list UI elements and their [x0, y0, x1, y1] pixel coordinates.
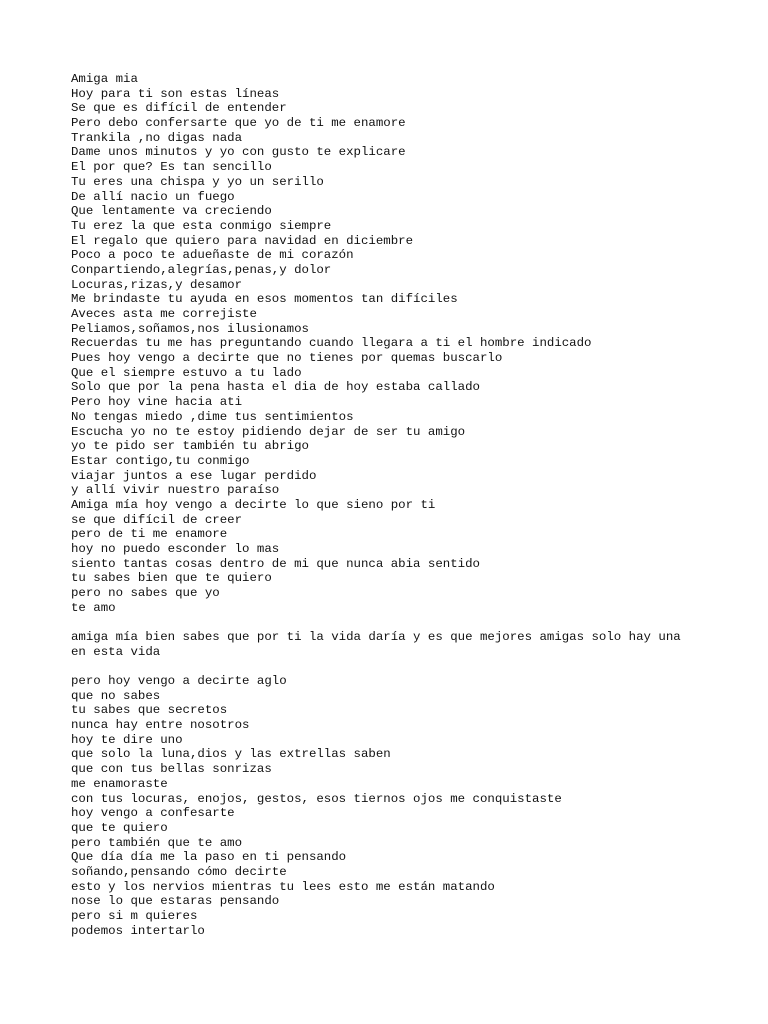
poem-line: Estar contigo,tu conmigo	[71, 453, 250, 468]
poem-line: nose lo que estaras pensando	[71, 894, 280, 909]
poem-line: De allí nacio un fuego	[71, 189, 235, 204]
poem-line: podemos intertarlo	[71, 923, 205, 938]
poem-line: tu sabes que secretos	[71, 703, 228, 718]
poem-line: pero si m quieres	[71, 909, 198, 923]
poem-line: que solo la luna,dios y las extrellas saben	[71, 747, 391, 762]
poem-line: hoy vengo a confesarte	[71, 806, 235, 821]
poem-line: Poco a poco te adueñaste de mi corazón	[71, 248, 354, 263]
poem-line: Pues hoy vengo a decirte que no tienes por quemas buscarlo	[71, 351, 503, 366]
poem-line: Solo que por la pena hasta el dia de hoy estaba callado	[71, 380, 480, 395]
poem-line: Amiga mía hoy vengo a decirte lo que sieno por ti	[71, 497, 436, 512]
poem-stanza-1	[71, 72, 711, 615]
poem-line: pero de ti me enamore	[71, 527, 228, 542]
poem-line: siento tantas cosas dentro de mi que nunca abia sentido	[71, 556, 480, 571]
poem-line: amiga mía bien sabes que por ti la vida daría y es que mejores amigas solo hay una	[71, 630, 681, 644]
poem-line: pero hoy vengo a decirte aglo	[71, 674, 287, 688]
poem-line: Amiga mia	[71, 72, 138, 86]
poem-line: Trankila ,no digas nada	[71, 130, 243, 145]
poem-line: que te quiero	[71, 820, 168, 835]
poem-line: Me brindaste tu ayuda en esos momentos tan difíciles	[71, 292, 458, 307]
poem-line: Pero hoy vine hacia ati	[71, 395, 243, 410]
poem-line: El regalo que quiero para navidad en diciembre	[71, 233, 414, 248]
poem-line: que no sabes	[71, 688, 161, 703]
poem-line: hoy te dire uno	[71, 732, 183, 747]
poem-line: tu sabes bien que te quiero	[71, 571, 272, 586]
poem-line: Que lentamente va creciendo	[71, 204, 272, 219]
poem-line: Peliamos,soñamos,nos ilusionamos	[71, 321, 309, 336]
poem-line: Que el siempre estuvo a tu lado	[71, 365, 302, 380]
poem-line: yo te pido ser también tu abrigo	[71, 439, 309, 454]
poem-stanza-3	[71, 674, 711, 938]
poem-line: Tu erez la que esta conmigo siempre	[71, 218, 332, 233]
poem-line: Hoy para ti son estas líneas	[71, 86, 280, 101]
poem-line: No tengas miedo ,dime tus sentimientos	[71, 409, 354, 424]
poem-line: se que difícil de creer	[71, 512, 243, 527]
poem-line: nunca hay entre nosotros	[71, 718, 250, 733]
poem-line: Tu eres una chispa y yo un serillo	[71, 174, 324, 189]
poem-line: Recuerdas tu me has preguntando cuando llegara a ti el hombre indicado	[71, 336, 592, 351]
poem-line: Que día día me la paso en ti pensando	[71, 850, 347, 865]
poem-line: soñando,pensando cómo decirte	[71, 864, 287, 879]
poem-line: El por que? Es tan sencillo	[71, 160, 272, 175]
poem-line: Se que es difícil de entender	[71, 101, 287, 116]
poem-line: Aveces asta me correjiste	[71, 307, 257, 321]
poem-line: Pero debo confersarte que yo de ti me enamore	[71, 116, 406, 131]
poem-line: en esta vida	[71, 644, 161, 659]
poem-line: y allí vivir nuestro paraíso	[71, 483, 280, 498]
poem-line: que con tus bellas sonrizas	[71, 762, 272, 777]
poem-line: pero también que te amo	[71, 835, 243, 850]
poem-line: pero no sabes que yo	[71, 586, 220, 601]
poem-line: con tus locuras, enojos, gestos, esos tiernos ojos me conquistaste	[71, 791, 562, 806]
poem-line: Dame unos minutos y yo con gusto te explicare	[71, 145, 406, 160]
poem-stanza-2	[71, 630, 711, 659]
poem-line: hoy no puedo esconder lo mas	[71, 542, 280, 556]
poem-line: esto y los nervios mientras tu lees esto me están matando	[71, 879, 495, 894]
poem-line: viajar juntos a ese lugar perdido	[71, 468, 317, 483]
poem-line: te amo	[71, 600, 116, 615]
poem-line: Locuras,rizas,y desamor	[71, 277, 243, 292]
poem-line: Escucha yo no te estoy pidiendo dejar de ser tu amigo	[71, 424, 466, 439]
poem-line: Conpartiendo,alegrías,penas,y dolor	[71, 262, 332, 277]
poem-line: me enamoraste	[71, 776, 168, 791]
